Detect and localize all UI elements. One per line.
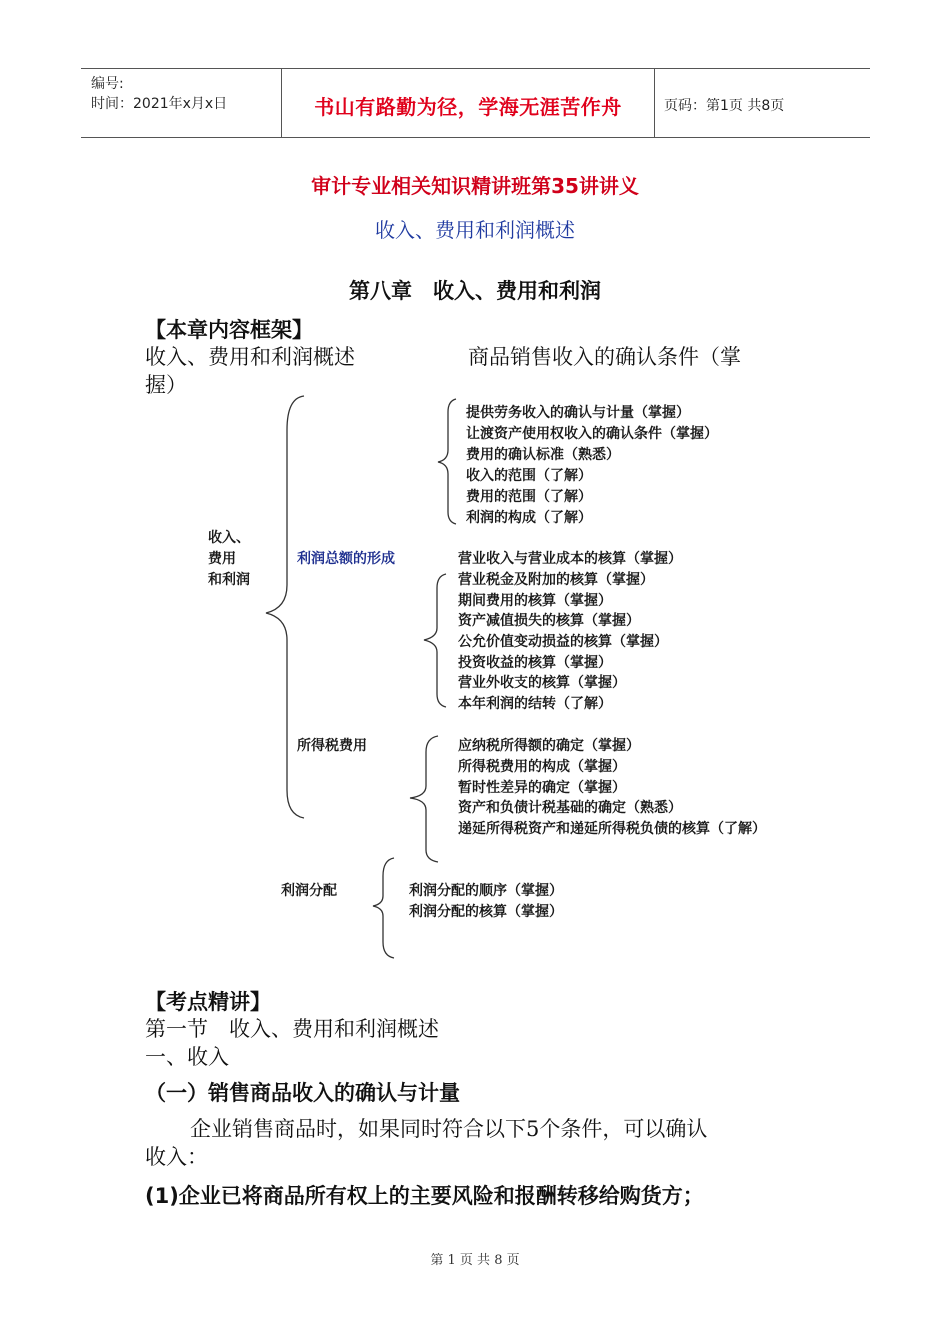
condition-1: (1)企业已将商品所有权上的主要风险和报酬转移给购货方； bbox=[145, 1184, 704, 1208]
part-title: 一、收入 bbox=[145, 1045, 229, 1069]
section-title: 第一节 收入、费用和利润概述 bbox=[145, 1017, 439, 1041]
group1-item: 提供劳务收入的确认与计量（掌握） bbox=[466, 405, 690, 421]
page-footer: 第 1 页 共 8 页 bbox=[430, 1253, 520, 1268]
time-label: 时间：2021年x月x日 bbox=[91, 96, 228, 112]
profit-item: 本年利润的结转（了解） bbox=[458, 696, 612, 712]
group1-item: 让渡资产使用权收入的确认条件（掌握） bbox=[466, 426, 718, 442]
profit-item: 投资收益的核算（掌握） bbox=[458, 655, 612, 671]
paragraph-line2: 收入： bbox=[145, 1145, 208, 1169]
exam-heading: 【考点精讲】 bbox=[145, 990, 271, 1014]
profit-item: 资产减值损失的核算（掌握） bbox=[458, 613, 640, 629]
framework-line1-right: 商品销售收入的确认条件（掌 bbox=[468, 345, 741, 369]
framework-heading: 【本章内容框架】 bbox=[145, 318, 313, 342]
chapter-title: 第八章 收入、费用和利润 bbox=[349, 279, 601, 303]
page-info: 页码：第1页 共8页 bbox=[664, 98, 785, 114]
tax-item: 递延所得税资产和递延所得税负债的核算（了解） bbox=[458, 821, 766, 837]
profit-item: 公允价值变动损益的核算（掌握） bbox=[458, 634, 668, 650]
framework-line1-left: 收入、费用和利润概述 bbox=[145, 345, 355, 369]
group1-item: 收入的范围（了解） bbox=[466, 468, 592, 484]
group1-item: 费用的确认标准（熟悉） bbox=[466, 447, 620, 463]
profit-item: 营业外收支的核算（掌握） bbox=[458, 675, 626, 691]
subpart-title: （一）销售商品收入的确认与计量 bbox=[145, 1081, 460, 1105]
diagram-root-line1: 收入、 bbox=[208, 530, 250, 546]
distribution-item: 利润分配的核算（掌握） bbox=[409, 904, 563, 920]
tax-item: 所得税费用的构成（掌握） bbox=[458, 759, 626, 775]
profit-distribution-label: 利润分配 bbox=[281, 883, 337, 899]
income-tax-label: 所得税费用 bbox=[297, 738, 367, 754]
profit-formation-label: 利润总额的形成 bbox=[297, 551, 395, 567]
tax-item: 资产和负债计税基础的确定（熟悉） bbox=[458, 800, 682, 816]
page-title: 审计专业相关知识精讲班第35讲讲义 bbox=[311, 174, 639, 198]
profit-item: 期间费用的核算（掌握） bbox=[458, 593, 612, 609]
framework-line2: 握） bbox=[145, 373, 187, 397]
profit-item: 营业收入与营业成本的核算（掌握） bbox=[458, 551, 682, 567]
group1-item: 费用的范围（了解） bbox=[466, 489, 592, 505]
group1-item: 利润的构成（了解） bbox=[466, 510, 592, 526]
tax-item: 暂时性差异的确定（掌握） bbox=[458, 780, 626, 796]
motto: 书山有路勤为径，学海无涯苦作舟 bbox=[314, 95, 622, 119]
serial-label: 编号: bbox=[91, 76, 124, 92]
profit-item: 营业税金及附加的核算（掌握） bbox=[458, 572, 654, 588]
diagram-root-line3: 和利润 bbox=[208, 572, 250, 588]
diagram-root-line2: 费用 bbox=[208, 551, 236, 567]
page-subtitle: 收入、费用和利润概述 bbox=[375, 218, 575, 242]
tax-item: 应纳税所得额的确定（掌握） bbox=[458, 738, 640, 754]
paragraph-line1: 企业销售商品时，如果同时符合以下5个条件，可以确认 bbox=[190, 1117, 708, 1141]
distribution-item: 利润分配的顺序（掌握） bbox=[409, 883, 563, 899]
